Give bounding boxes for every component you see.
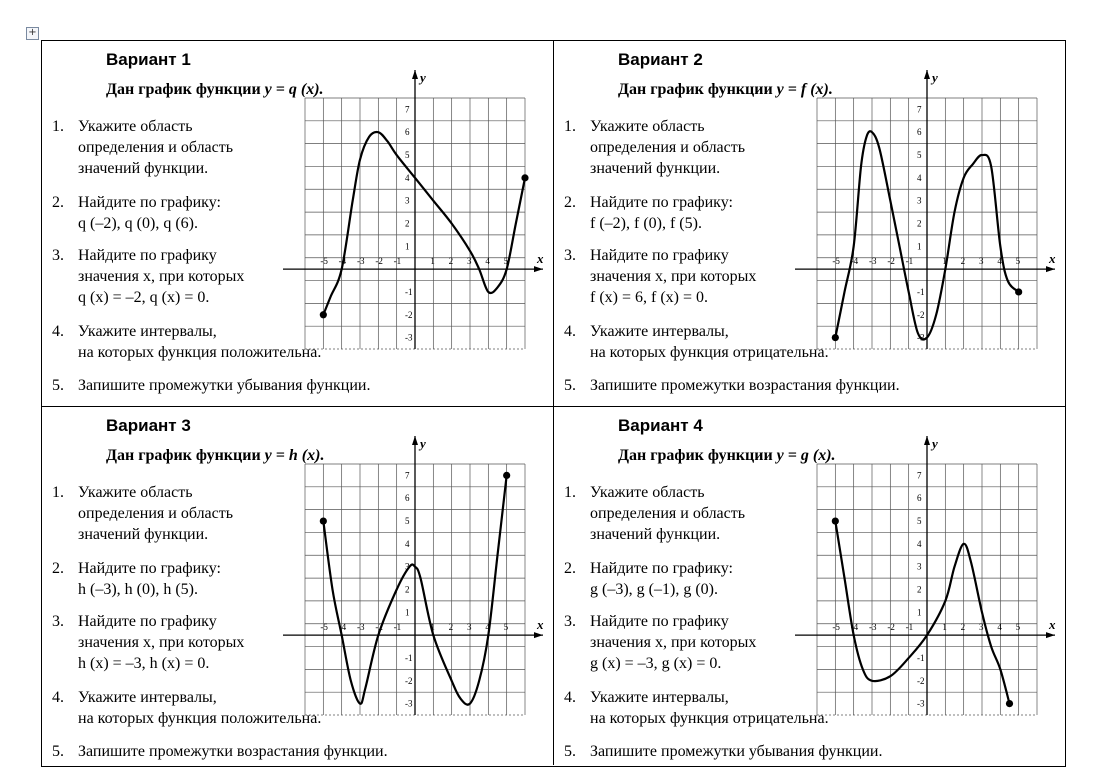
y-tick-label: -2	[917, 675, 925, 686]
y-tick-label: -2	[405, 675, 413, 686]
y-tick-label: -2	[405, 309, 413, 320]
task-line: Найдите по графику	[590, 247, 729, 264]
x-tick-label: 5	[503, 256, 509, 267]
task-line: h (x) = –3, h (x) = 0.	[78, 655, 210, 672]
task-line: Укажите область	[78, 118, 193, 135]
y-tick-label: 6	[405, 127, 410, 138]
x-tick-label: 1	[942, 622, 947, 633]
function-curve	[323, 132, 525, 315]
x-tick-label: -2	[375, 256, 383, 267]
y-tick-label: 5	[405, 150, 410, 161]
task-line: f (–2), f (0), f (5).	[590, 215, 702, 232]
x-tick-label: -4	[850, 622, 859, 633]
task-line: g (x) = –3, g (x) = 0.	[590, 655, 722, 672]
task-number: 2.	[564, 560, 576, 577]
given-function: y = h (x).	[264, 447, 325, 464]
x-tick-label: -2	[375, 622, 383, 633]
given-function: y = g (x).	[776, 447, 836, 464]
y-tick-label: 6	[917, 127, 922, 138]
task-line: Найдите по графику:	[78, 560, 221, 577]
task-line: на которых функция отрицательна.	[590, 344, 829, 361]
y-tick-label: 2	[917, 584, 922, 595]
y-tick-label: 3	[917, 561, 922, 572]
y-tick-label: -1	[405, 652, 413, 663]
variant-title: Вариант 1	[106, 50, 191, 69]
task-line: Укажите область	[78, 484, 193, 501]
y-tick-label: 4	[917, 538, 922, 549]
x-tick-label: 1	[430, 256, 435, 267]
x-tick-label: -1	[393, 256, 402, 267]
x-tick-label: 2	[448, 622, 454, 633]
task-line: g (–3), g (–1), g (0).	[590, 581, 718, 598]
y-tick-label: -3	[917, 698, 925, 709]
task-line: определения и область	[590, 505, 746, 522]
task-line: Запишите промежутки убывания функции.	[78, 377, 371, 394]
y-tick-label: -1	[917, 652, 925, 663]
y-tick-label: -3	[405, 332, 413, 343]
endpoint-dot	[320, 517, 327, 524]
task-number: 5.	[52, 377, 64, 394]
y-tick-label: 4	[405, 538, 410, 549]
task-number: 2.	[52, 194, 64, 211]
x-axis-arrow	[1046, 632, 1055, 638]
y-tick-label: 1	[405, 241, 410, 252]
task-number: 5.	[564, 743, 576, 760]
function-graph	[277, 68, 552, 363]
task-line: Найдите по графику	[590, 613, 729, 630]
task-number: 1.	[52, 118, 64, 135]
variant-title: Вариант 3	[106, 416, 191, 435]
y-tick-label: 5	[917, 150, 922, 161]
task-number: 4.	[564, 689, 576, 706]
y-tick-label: -2	[917, 309, 925, 320]
task-number: 3.	[52, 247, 64, 264]
task-line: q (–2), q (0), q (6).	[78, 215, 198, 232]
graph-svg	[789, 434, 1064, 724]
y-axis-label: y	[932, 436, 938, 451]
y-tick-label: 1	[405, 607, 410, 618]
task-line: Запишите промежутки возрастания функции.	[590, 377, 900, 394]
y-tick-label: 6	[405, 493, 410, 504]
given-function: y = f (x).	[776, 81, 833, 98]
task-line: значений функции.	[590, 526, 721, 543]
task-number: 4.	[52, 323, 64, 340]
task-line: Укажите интервалы,	[590, 323, 729, 340]
x-tick-label: -1	[905, 256, 914, 267]
function-graph	[789, 434, 1064, 729]
y-tick-label: 2	[405, 584, 410, 595]
y-axis-label: y	[420, 70, 426, 85]
x-axis-label: x	[1049, 251, 1056, 267]
task-line: h (–3), h (0), h (5).	[78, 581, 198, 598]
y-axis-arrow	[924, 70, 930, 79]
x-tick-label: 2	[960, 622, 966, 633]
x-tick-label: -5	[320, 622, 328, 633]
x-tick-label: -3	[869, 622, 877, 633]
y-tick-label: 3	[917, 195, 922, 206]
task-number: 2.	[52, 560, 64, 577]
x-tick-label: 4	[485, 256, 490, 267]
given-prefix: Дан график функции	[106, 81, 265, 98]
x-tick-label: 3	[467, 256, 472, 267]
x-tick-label: -3	[869, 256, 877, 267]
variant-cell-2	[553, 40, 1065, 406]
task-number: 4.	[52, 689, 64, 706]
task-line: Найдите по графику	[78, 247, 217, 264]
function-graph	[789, 68, 1064, 363]
endpoint-dot	[1015, 288, 1022, 295]
y-axis-arrow	[924, 436, 930, 445]
task-number: 1.	[52, 484, 64, 501]
x-tick-label: -5	[832, 256, 840, 267]
y-tick-label: 3	[405, 195, 410, 206]
variant-title: Вариант 4	[618, 416, 703, 435]
x-tick-label: 3	[467, 622, 472, 633]
x-tick-label: -5	[832, 622, 840, 633]
task-line: Укажите интервалы,	[590, 689, 729, 706]
task-line: определения и область	[590, 139, 746, 156]
task-line: на которых функция положительна.	[78, 344, 322, 361]
x-tick-label: 4	[485, 622, 490, 633]
x-tick-label: 4	[997, 622, 1002, 633]
y-tick-label: 5	[405, 516, 410, 527]
x-tick-label: 2	[960, 256, 966, 267]
task-line: значения x, при которых	[78, 634, 245, 651]
x-tick-label: -1	[905, 622, 914, 633]
x-tick-label: -4	[338, 256, 347, 267]
task-number: 2.	[564, 194, 576, 211]
x-tick-label: -2	[887, 622, 895, 633]
variant-title: Вариант 2	[618, 50, 703, 69]
task-line: Запишите промежутки возрастания функции.	[78, 743, 388, 760]
task-line: Найдите по графику:	[590, 194, 733, 211]
y-tick-label: 7	[917, 470, 922, 481]
task-line: q (x) = –2, q (x) = 0.	[78, 289, 210, 306]
y-tick-label: 7	[405, 470, 410, 481]
y-tick-label: 2	[917, 218, 922, 229]
y-tick-label: 5	[917, 516, 922, 527]
x-tick-label: 3	[979, 622, 984, 633]
task-line: значения x, при которых	[590, 268, 757, 285]
task-line: Найдите по графику:	[78, 194, 221, 211]
table-move-handle[interactable]: +	[26, 27, 39, 40]
x-tick-label: 4	[997, 256, 1002, 267]
y-axis-label: y	[932, 70, 938, 85]
variant-cell-4	[553, 406, 1065, 772]
task-line: Найдите по графику	[78, 613, 217, 630]
task-line: значения x, при которых	[590, 634, 757, 651]
x-axis-label: x	[537, 251, 544, 267]
y-tick-label: 3	[405, 561, 410, 572]
x-tick-label: 5	[1015, 256, 1021, 267]
x-tick-label: 2	[448, 256, 454, 267]
y-tick-label: 2	[405, 218, 410, 229]
task-line: Найдите по графику:	[590, 560, 733, 577]
endpoint-dot	[832, 334, 839, 341]
task-line: Укажите область	[590, 118, 705, 135]
task-line: определения и область	[78, 505, 234, 522]
task-number: 5.	[564, 377, 576, 394]
given-prefix: Дан график функции	[618, 447, 777, 464]
x-tick-label: 5	[503, 622, 509, 633]
x-tick-label: -5	[320, 256, 328, 267]
x-tick-label: -3	[357, 622, 365, 633]
y-tick-label: -1	[917, 286, 925, 297]
graph-svg	[277, 434, 552, 724]
x-tick-label: -4	[850, 256, 859, 267]
endpoint-dot	[521, 174, 528, 181]
y-tick-label: 7	[405, 104, 410, 115]
task-number: 1.	[564, 118, 576, 135]
graph-svg	[789, 68, 1064, 358]
x-axis-arrow	[534, 632, 543, 638]
endpoint-dot	[320, 311, 327, 318]
y-tick-label: 4	[405, 172, 410, 183]
given-function: y = q (x).	[264, 81, 324, 98]
y-tick-label: -1	[405, 286, 413, 297]
x-tick-label: 1	[942, 256, 947, 267]
task-number: 3.	[52, 613, 64, 630]
y-tick-label: 7	[917, 104, 922, 115]
task-line: значений функции.	[78, 526, 209, 543]
endpoint-dot	[503, 472, 510, 479]
endpoint-dot	[832, 517, 839, 524]
x-tick-label: -2	[887, 256, 895, 267]
x-axis-label: x	[1049, 617, 1056, 633]
x-tick-label: -4	[338, 622, 347, 633]
given-prefix: Дан график функции	[106, 447, 265, 464]
x-tick-label: 3	[979, 256, 984, 267]
endpoint-dot	[1006, 700, 1013, 707]
x-axis-arrow	[534, 266, 543, 272]
y-axis-arrow	[412, 436, 418, 445]
y-tick-label: 1	[917, 607, 922, 618]
y-tick-label: 1	[917, 241, 922, 252]
task-line: на которых функция положительна.	[78, 710, 322, 727]
y-axis-label: y	[420, 436, 426, 451]
variant-cell-3	[41, 406, 553, 772]
y-tick-label: -3	[917, 332, 925, 343]
x-tick-label: 1	[430, 622, 435, 633]
task-number: 5.	[52, 743, 64, 760]
y-tick-label: -3	[405, 698, 413, 709]
x-tick-label: -3	[357, 256, 365, 267]
task-number: 3.	[564, 247, 576, 264]
x-tick-label: -1	[393, 622, 402, 633]
task-line: значений функции.	[78, 160, 209, 177]
graph-svg	[277, 68, 552, 358]
y-tick-label: 4	[917, 172, 922, 183]
task-line: Укажите интервалы,	[78, 689, 217, 706]
variant-cell-1	[41, 40, 553, 406]
y-tick-label: 6	[917, 493, 922, 504]
task-number: 1.	[564, 484, 576, 501]
task-line: на которых функция отрицательна.	[590, 710, 829, 727]
task-line: значения x, при которых	[78, 268, 245, 285]
task-line: определения и область	[78, 139, 234, 156]
task-number: 3.	[564, 613, 576, 630]
y-axis-arrow	[412, 70, 418, 79]
given-prefix: Дан график функции	[618, 81, 777, 98]
x-axis-arrow	[1046, 266, 1055, 272]
task-line: Укажите интервалы,	[78, 323, 217, 340]
task-line: значений функции.	[590, 160, 721, 177]
x-axis-label: x	[537, 617, 544, 633]
task-line: f (x) = 6, f (x) = 0.	[590, 289, 709, 306]
x-tick-label: 5	[1015, 622, 1021, 633]
task-number: 4.	[564, 323, 576, 340]
task-line: Запишите промежутки убывания функции.	[590, 743, 883, 760]
task-line: Укажите область	[590, 484, 705, 501]
function-graph	[277, 434, 552, 729]
